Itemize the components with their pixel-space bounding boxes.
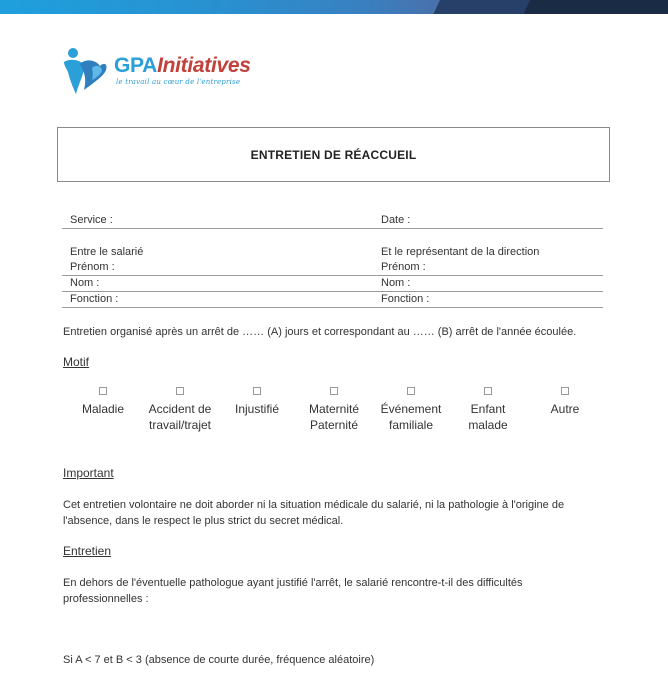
checkbox[interactable] [407,387,415,395]
service-rule [62,228,603,229]
nom-rule [62,291,603,292]
motif-option-evenement[interactable] [369,387,453,433]
logo-figure-icon [62,44,112,96]
checkbox[interactable] [484,387,492,395]
fonction-rule [62,307,603,308]
option-label: Événement familiale [380,402,442,432]
option-label: Maternité Paternité [308,402,360,432]
date-field: Date : [381,214,411,226]
employee-prenom-field: Prénom : [70,261,115,273]
top-banner [0,0,668,14]
checkbox[interactable] [253,387,261,395]
important-heading: Important [63,466,114,480]
option-label: Autre [550,402,580,416]
logo-wordmark: GPAInitiatives [114,54,251,77]
service-field: Service : [70,214,113,226]
motif-option-maladie[interactable] [61,387,145,417]
employee-fonction-field: Fonction : [70,293,119,305]
employee-nom-field: Nom : [70,277,100,289]
option-label: Maladie [81,402,125,416]
option-label: Accident de travail/trajet [148,402,212,432]
motif-option-injustifie[interactable] [215,387,299,417]
company-logo [62,44,262,96]
management-fonction-field: Fonction : [381,293,430,305]
checkbox[interactable] [176,387,184,395]
motif-option-enfant[interactable] [446,387,530,433]
motif-option-accident[interactable] [138,387,222,433]
checkbox[interactable] [330,387,338,395]
document-title: ENTRETIEN DE RÉACCUEIL [250,147,417,162]
intro-text: Entretien organisé après un arrêt de …… (A) jours et correspondant au …… (B) arrêt de l'année écoulée. [63,326,577,338]
logo-tagline: le travail au cœur de l'entreprise [116,78,241,86]
checkbox[interactable] [99,387,107,395]
entretien-heading: Entretien [63,544,112,558]
employee-heading: Entre le salarié [70,246,144,258]
management-prenom-field: Prénom : [381,261,426,273]
entretien-question: En dehors de l'éventuelle pathologue ayant justifié l'arrêt, le salarié rencontre-t-il des difficultés professionnelles : [63,577,523,605]
motif-option-maternite[interactable] [292,387,376,433]
option-label: Injustifié [234,402,280,416]
motif-option-autre[interactable] [523,387,607,417]
important-text: Cet entretien volontaire ne doit aborder ni la situation médicale du salarié, ni la pathologie à l'origine de l'absence, dans le respect le plus strict du secret médical. [63,499,565,527]
management-nom-field: Nom : [381,277,411,289]
motif-heading: Motif [63,355,90,369]
entretien-condition: Si A < 7 et B < 3 (absence de courte durée, fréquence aléatoire) [63,654,375,666]
option-label: Enfant malade [468,402,508,432]
management-heading: Et le représentant de la direction [381,246,540,258]
prenom-rule [62,275,603,276]
document-title-box [57,127,610,182]
checkbox[interactable] [561,387,569,395]
